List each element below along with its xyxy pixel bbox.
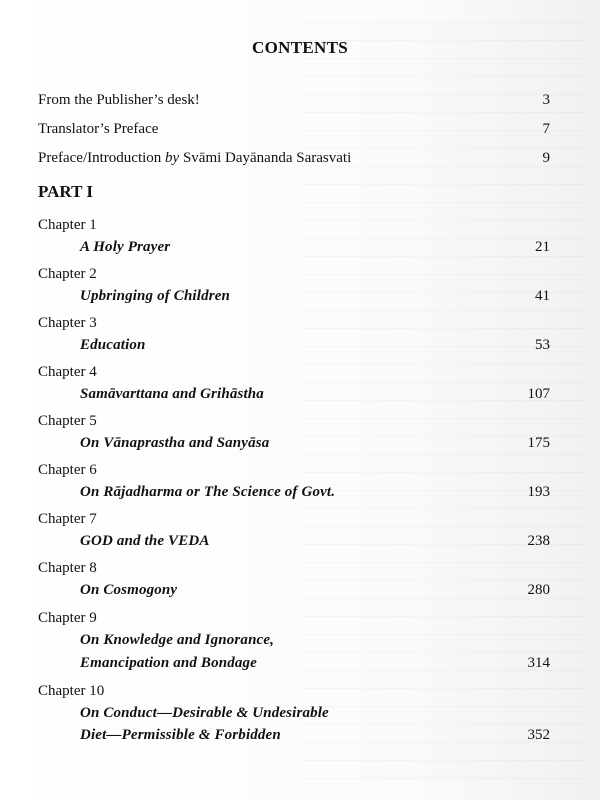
chapter-title-9-line-1: On Knowledge and Ignorance, [80, 632, 275, 648]
chapter-page-2: 41 [535, 288, 550, 304]
front-matter-preface-introduction [38, 151, 351, 166]
front-matter-publishers-desk: From the Publisher’s desk! [38, 92, 200, 108]
chapter-title-7: GOD and the VEDA [80, 533, 210, 549]
page-number-publishers-desk: 3 [542, 92, 550, 108]
chapter-page-6: 193 [527, 484, 550, 500]
chapter-label-7: Chapter 7 [38, 511, 97, 527]
chapter-title-1: A Holy Prayer [80, 239, 171, 255]
chapter-title-4: Samāvarttana and Grihāstha [80, 386, 264, 402]
chapter-label-8: Chapter 8 [38, 560, 97, 576]
preface-by: by [165, 150, 180, 166]
chapter-title-3: Education [80, 337, 146, 353]
chapter-page-4: 107 [527, 386, 550, 402]
part-heading: PART I [38, 182, 93, 201]
chapter-title-2: Upbringing of Children [80, 288, 231, 304]
front-matter-translators-preface: Translator’s Preface [38, 121, 159, 137]
chapter-page-1: 21 [535, 239, 550, 255]
chapter-label-1: Chapter 1 [38, 217, 97, 233]
chapter-title-6: On Rājadharma or The Science of Govt. [80, 484, 336, 500]
chapter-label-2: Chapter 2 [38, 266, 97, 282]
chapter-label-4: Chapter 4 [38, 364, 97, 380]
chapter-label-9: Chapter 9 [38, 610, 97, 626]
chapter-title-8: On Cosmogony [80, 582, 178, 598]
chapter-page-5: 175 [527, 435, 550, 451]
contents-title: CONTENTS [252, 38, 348, 57]
chapter-page-8: 280 [527, 582, 550, 598]
chapter-title-9-line-2: Emancipation and Bondage [80, 655, 257, 671]
chapter-page-9: 314 [527, 655, 550, 671]
chapter-title-5: On Vānaprastha and Sanyāsa [80, 435, 270, 451]
preface-author: Svāmi Dayānanda Sarasvati [182, 150, 352, 166]
chapter-page-7: 238 [527, 533, 550, 549]
chapter-label-10: Chapter 10 [38, 683, 105, 699]
page-number-translators-preface: 7 [542, 121, 550, 137]
preface-label: Preface/Introduction [38, 150, 162, 166]
chapter-label-6: Chapter 6 [38, 462, 97, 478]
chapter-title-10-line-1: On Conduct—Desirable & Undesirable [80, 705, 329, 721]
chapter-page-10: 352 [527, 727, 550, 743]
page-number-preface-introduction: 9 [542, 150, 550, 166]
chapter-label-3: Chapter 3 [38, 315, 97, 331]
chapter-page-3: 53 [535, 337, 550, 353]
chapter-label-5: Chapter 5 [38, 413, 97, 429]
chapter-title-10-line-2: Diet—Permissible & Forbidden [80, 727, 281, 743]
